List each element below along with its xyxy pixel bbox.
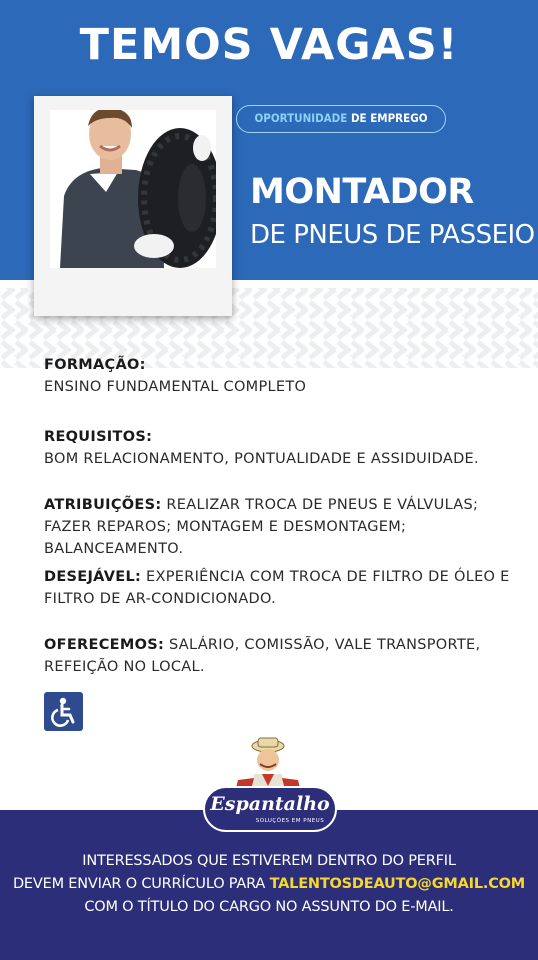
section-oferecemos [44, 634, 514, 678]
desejavel-label: DESEJÁVEL: [44, 569, 142, 585]
photo-frame [34, 96, 232, 316]
badge-part2: DE EMPREGO [350, 111, 428, 125]
desejavel-text: EXPERIÊNCIA COM TROCA DE FILTRO DE ÓLEO E FILTRO DE AR-CONDICIONADO. [44, 569, 510, 607]
formacao-text: ENSINO FUNDAMENTAL COMPLETO [44, 379, 307, 395]
atribuicoes-label: ATRIBUIÇÕES: [44, 497, 162, 513]
requisitos-text: BOM RELACIONAMENTO, PONTUALIDADE E ASSIDUIDADE. [44, 451, 479, 467]
requisitos-label: REQUISITOS: [44, 429, 153, 445]
section-atribuicoes [44, 494, 514, 560]
formacao-label: FORMAÇÃO: [44, 357, 146, 373]
footer-line2-prefix: DEVEM ENVIAR O CURRÍCULO PARA [12, 876, 266, 892]
logo-name: Espantalho [210, 793, 330, 815]
headline: TEMOS VAGAS! [79, 20, 459, 70]
atribuicoes-text: REALIZAR TROCA DE PNEUS E VÁLVULAS; FAZER REPAROS; MONTAGEM E DESMONTAGEM; BALANCEAMENTO. [44, 497, 479, 557]
footer-line1: INTERESSADOS QUE ESTIVEREM DENTRO DO PERFIL [82, 853, 456, 869]
job-title: MONTADOR [250, 172, 474, 212]
footer-line2 [0, 873, 538, 896]
footer-line3: COM O TÍTULO DO CARGO NO ASSUNTO DO E-MAIL. [84, 899, 454, 915]
footer-instructions [0, 850, 538, 919]
section-formacao [44, 354, 514, 398]
oferecemos-text: SALÁRIO, COMISSÃO, VALE TRANSPORTE, REFEIÇÃO NO LOCAL. [44, 637, 481, 675]
job-opportunity-badge [236, 105, 446, 133]
badge-part1: OPORTUNIDADE [254, 111, 348, 125]
logo-tagline: SOLUÇÕES EM PNEUS [255, 818, 325, 824]
mechanic-holding-tire-photo [50, 110, 216, 268]
section-desejavel [44, 566, 514, 610]
wheelchair-accessibility-icon [44, 692, 83, 731]
contact-email-link[interactable]: TALENTOSDEAUTO@GMAIL.COM [269, 876, 526, 892]
job-subtitle: DE PNEUS DE PASSEIO [250, 220, 535, 250]
espantalho-logo [203, 786, 337, 832]
section-requisitos [44, 426, 514, 470]
oferecemos-label: OFERECEMOS: [44, 637, 165, 653]
